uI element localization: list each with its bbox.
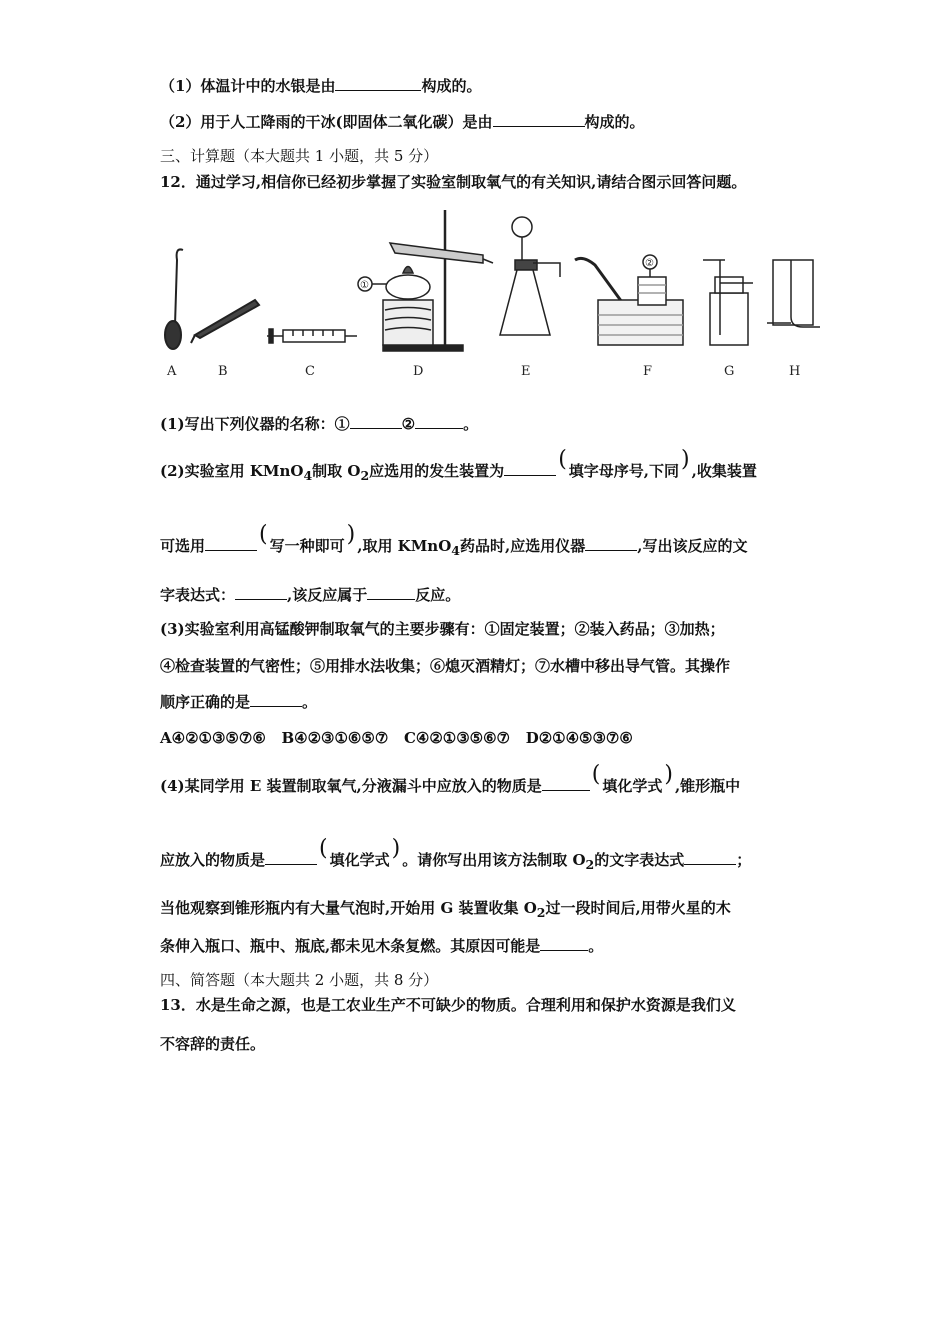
q13-line2: 不容辞的责任。 (160, 1035, 266, 1053)
figure-labels (166, 364, 800, 379)
answer-blank (684, 850, 736, 865)
answer-blank (350, 414, 402, 429)
label-e: E (521, 364, 531, 379)
q12-sub3-options (160, 728, 633, 748)
option-b[interactable]: B④②③①⑥⑤⑦ (281, 729, 389, 747)
answer-blank (367, 585, 415, 600)
label-a: A (167, 364, 177, 379)
q12-sub3-line2: ④检查装置的气密性；⑤用排水法收集；⑥熄灭酒精灯；⑦水槽中移出导气管。其操作 (160, 657, 731, 675)
q11-part1: （1）体温计中的水银是由 构成的。 (160, 77, 482, 95)
q12-stem: 12．通过学习,相信你已经初步掌握了实验室制取氧气的有关知识,请结合图示回答问题。 (160, 173, 747, 191)
q12-sub4-line3: 当他观察到锥形瓶内有大量气泡时,开始用 G 装置收集 $O_2$过一段时间后,用带火星的木 (160, 899, 731, 920)
tweezers-apparatus (191, 300, 259, 343)
label-f: F (643, 364, 653, 379)
label-c: C (305, 364, 315, 379)
spoon-apparatus (165, 249, 183, 349)
water-trough-apparatus (575, 255, 683, 345)
apparatus-figure (155, 205, 835, 385)
answer-blank (235, 585, 287, 600)
syringe-apparatus (267, 329, 357, 343)
q12-sub4-line2: 应放入的物质是 ( 填化学式) 。请你写出用该方法制取 $O_2$的文字表达式 ； (160, 836, 752, 872)
answer-blank (415, 414, 463, 429)
q13-line1: 13．水是生命之源，也是工农业生产不可缺少的物质。合理利用和保护水资源是我们义 (160, 996, 736, 1014)
heating-apparatus (358, 210, 493, 351)
q12-sub3-line3: 顺序正确的是 。 (160, 693, 318, 711)
label-b: B (218, 364, 228, 379)
option-a[interactable]: A④②①③⑤⑦⑥ (160, 729, 266, 747)
option-c[interactable]: C④②①③⑤⑥⑦ (403, 729, 511, 747)
answer-blank (205, 536, 257, 551)
q12-sub2-line1: (2)实验室用 KMnO$_4$制取 $O_2$应选用的发生装置为 ( 填字母序号,下同) ,收集装置 (160, 447, 757, 483)
section-heading-3: 三、计算题（本大题共 1 小题，共 5 分） (160, 147, 439, 165)
q12-sub1: (1)写出下列仪器的名称：① ② 。 (160, 415, 479, 433)
label-h: H (789, 364, 801, 379)
answer-blank (585, 536, 637, 551)
q12-sub2-line2: 可选用 ( 写一种即可) ,取用 KMnO$_4$药品时,应选用仪器 ,写出该反应的文 (160, 522, 748, 558)
answer-blank (250, 692, 302, 707)
q12-sub3-line1: (3)实验室利用高锰酸钾制取氧气的主要步骤有：①固定装置；②装入药品；③加热； (160, 620, 725, 638)
mark-1: ① (360, 280, 369, 291)
section-heading-4: 四、简答题（本大题共 2 小题，共 8 分） (160, 971, 439, 989)
answer-blank (504, 461, 556, 476)
answer-blank (540, 936, 588, 951)
mark-2: ② (645, 258, 654, 269)
gas-bottle-down-apparatus (767, 260, 820, 327)
gas-bottle-up-apparatus (703, 260, 753, 345)
q12-sub2-line3: 字表达式： ,该反应属于 反应。 (160, 586, 461, 604)
answer-blank (542, 776, 590, 791)
q12-sub4-line1: (4)某同学用 E 装置制取氧气,分液漏斗中应放入的物质是 ( 填化学式) ,锥形瓶中 (160, 762, 741, 795)
label-g: G (724, 364, 735, 379)
option-d[interactable]: D②①④⑤③⑦⑥ (525, 729, 633, 747)
flask-funnel-apparatus (500, 217, 560, 335)
answer-blank (335, 76, 421, 91)
q11-part2: （2）用于人工降雨的干冰(即固体二氧化碳）是由 构成的。 (160, 113, 645, 131)
q12-sub4-line4: 条伸入瓶口、瓶中、瓶底,都未见木条复燃。其原因可能是 。 (160, 937, 604, 955)
label-d: D (413, 364, 424, 379)
answer-blank (493, 112, 585, 127)
answer-blank (265, 850, 317, 865)
